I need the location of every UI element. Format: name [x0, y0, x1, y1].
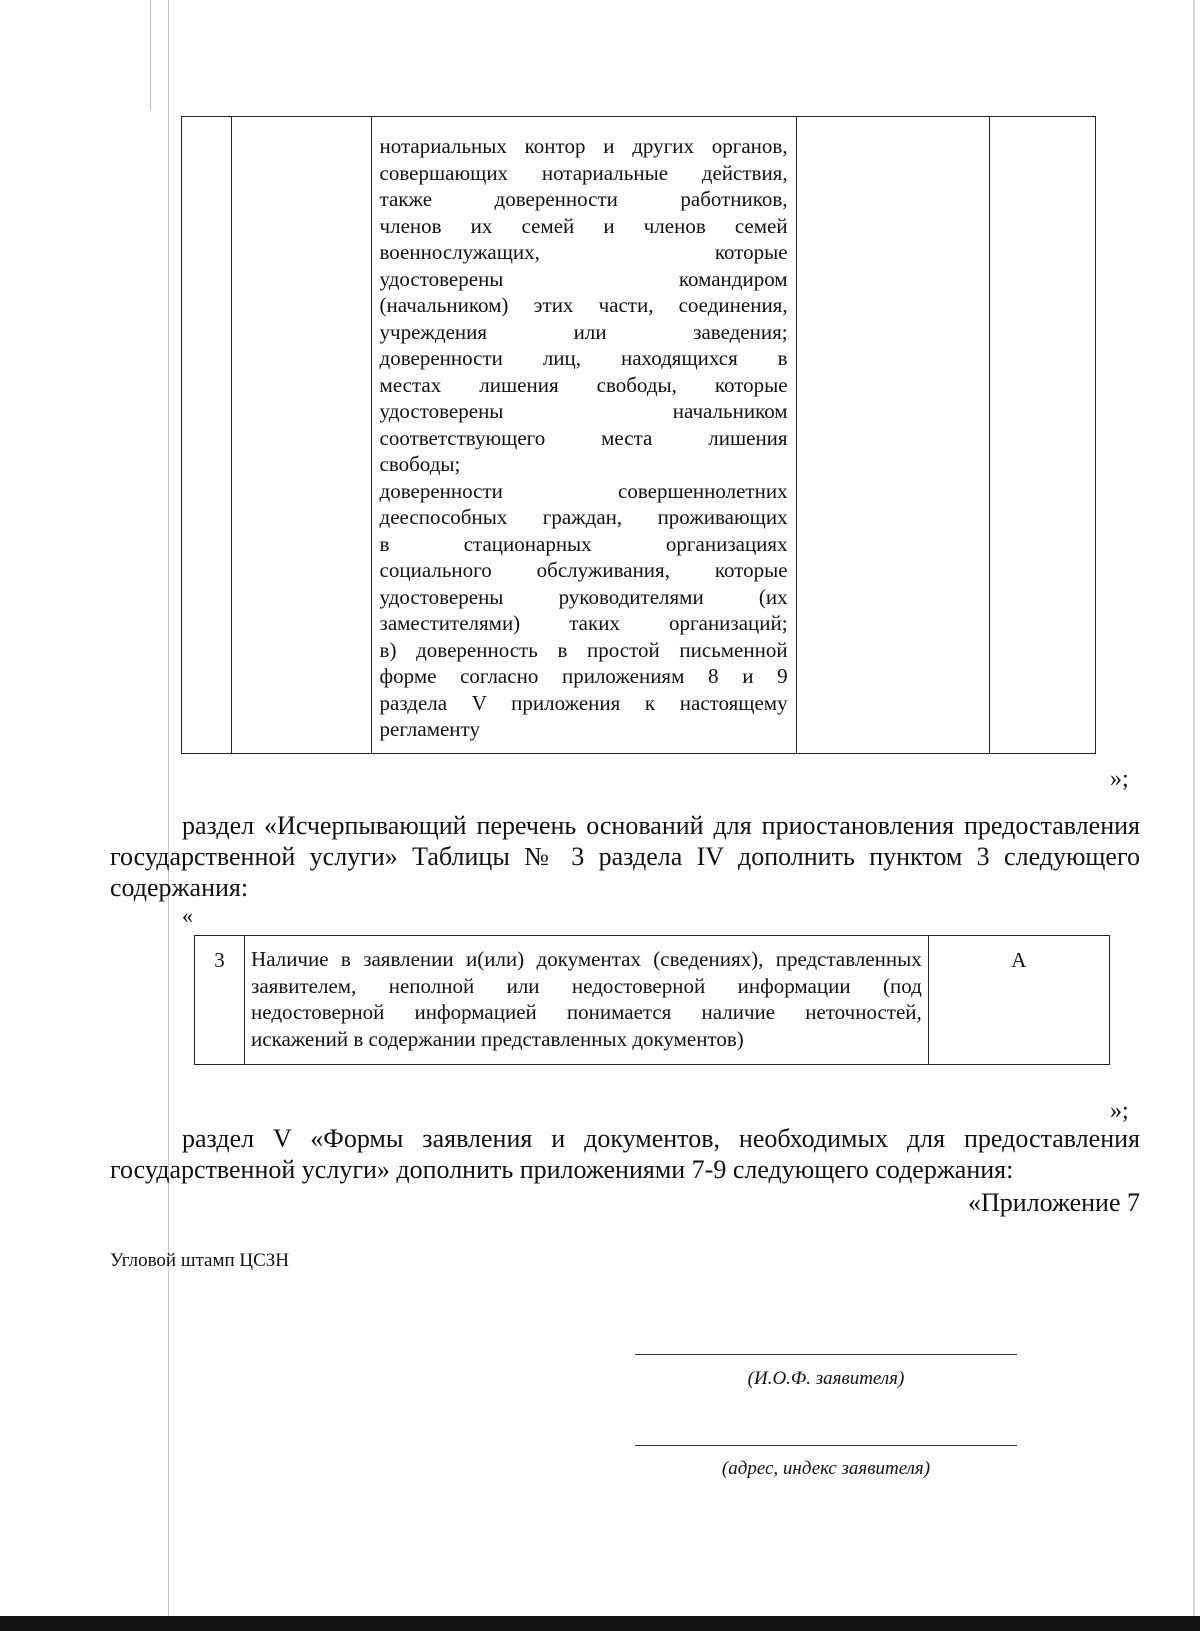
name-signature-line: [635, 1354, 1017, 1355]
scan-bottom-edge: [0, 1616, 1200, 1631]
table-row: [182, 117, 1096, 754]
amendment-paragraph: [110, 810, 1140, 903]
documents-line: военнослужащих, которые: [379, 240, 788, 264]
table-cell-empty: [990, 117, 1096, 754]
documents-line: членов их семей и членов семей: [379, 213, 788, 238]
appendix-title: «Приложение 7: [967, 1188, 1140, 1217]
documents-line: в стационарных организациях: [379, 531, 788, 556]
documents-line: доверенности совершеннолетних: [379, 478, 788, 503]
table-cell-empty: [796, 117, 989, 754]
stamp-label: Угловой штамп ЦСЗН: [110, 1250, 290, 1271]
grounds-description: Наличие в заявлении и(или) документах (сведениях), представленных заявителем, неполной или недостоверной информации (под недостоверной информацией понимается наличие неточностей, искажений в содержании представленных документов): [251, 947, 922, 1051]
documents-line: доверенности лиц, находящихся в: [379, 346, 788, 370]
documents-line: учреждения или заведения;: [379, 319, 788, 344]
name-caption: (И.О.Ф. заявителя): [747, 1368, 905, 1389]
continuation-table: [181, 116, 1096, 754]
closing-quote: »;: [1110, 766, 1129, 792]
page-edge-line: [150, 0, 151, 110]
documents-line: удостоверены начальником: [379, 399, 788, 423]
paragraph-text: раздел V «Формы заявления и документов, необходимых для предоставления государственной услуги» дополнить приложениями 7-9 следующего содержания:: [110, 1124, 1140, 1184]
documents-line: форме согласно приложениям 8 и 9: [379, 664, 788, 688]
documents-line: совершающих нотариальные действия,: [379, 160, 788, 185]
grounds-value: А: [928, 936, 1109, 1065]
documents-list: [380, 133, 788, 743]
table-cell-category: [231, 117, 371, 754]
documents-line: (начальником) этих части, соединения,: [379, 293, 788, 317]
grounds-description-cell: [245, 936, 929, 1065]
table-cell-number: [182, 117, 232, 754]
grounds-table: [194, 935, 1110, 1065]
documents-line: дееспособных граждан, проживающих: [379, 505, 788, 529]
documents-line: заместителями) таких организаций;: [379, 611, 788, 635]
documents-line: регламенту: [379, 717, 480, 741]
documents-line: удостоверены руководителями (их: [379, 584, 788, 609]
table-row: [195, 936, 1110, 1065]
paragraph-text: раздел «Исчерпывающий перечень оснований для приостановления предоставления государственной услуги» Таблицы № 3 раздела IV дополнить пунктом 3 следующего содержания:: [110, 811, 1140, 902]
documents-line: также доверенности работников,: [379, 187, 788, 211]
documents-line: раздела V приложения к настоящему: [379, 690, 788, 715]
table-cell-documents: [371, 117, 796, 754]
documents-line: в) доверенность в простой письменной: [379, 637, 788, 662]
documents-line: нотариальных контор и других органов,: [379, 134, 788, 158]
grounds-number: 3: [195, 936, 245, 1065]
closing-quote: »;: [1110, 1098, 1129, 1124]
amendment-paragraph: [110, 1123, 1140, 1185]
opening-quote: «: [182, 903, 193, 928]
scan-edge: [1193, 0, 1195, 1631]
documents-line: социального обслуживания, которые: [379, 558, 788, 582]
address-caption: (адрес, индекс заявителя): [721, 1458, 931, 1479]
address-signature-line: [635, 1445, 1017, 1446]
documents-line: соответствующего места лишения: [379, 425, 788, 450]
documents-line: местах лишения свободы, которые: [379, 372, 788, 397]
documents-line: удостоверены командиром: [379, 266, 788, 291]
documents-line: свободы;: [379, 452, 461, 476]
